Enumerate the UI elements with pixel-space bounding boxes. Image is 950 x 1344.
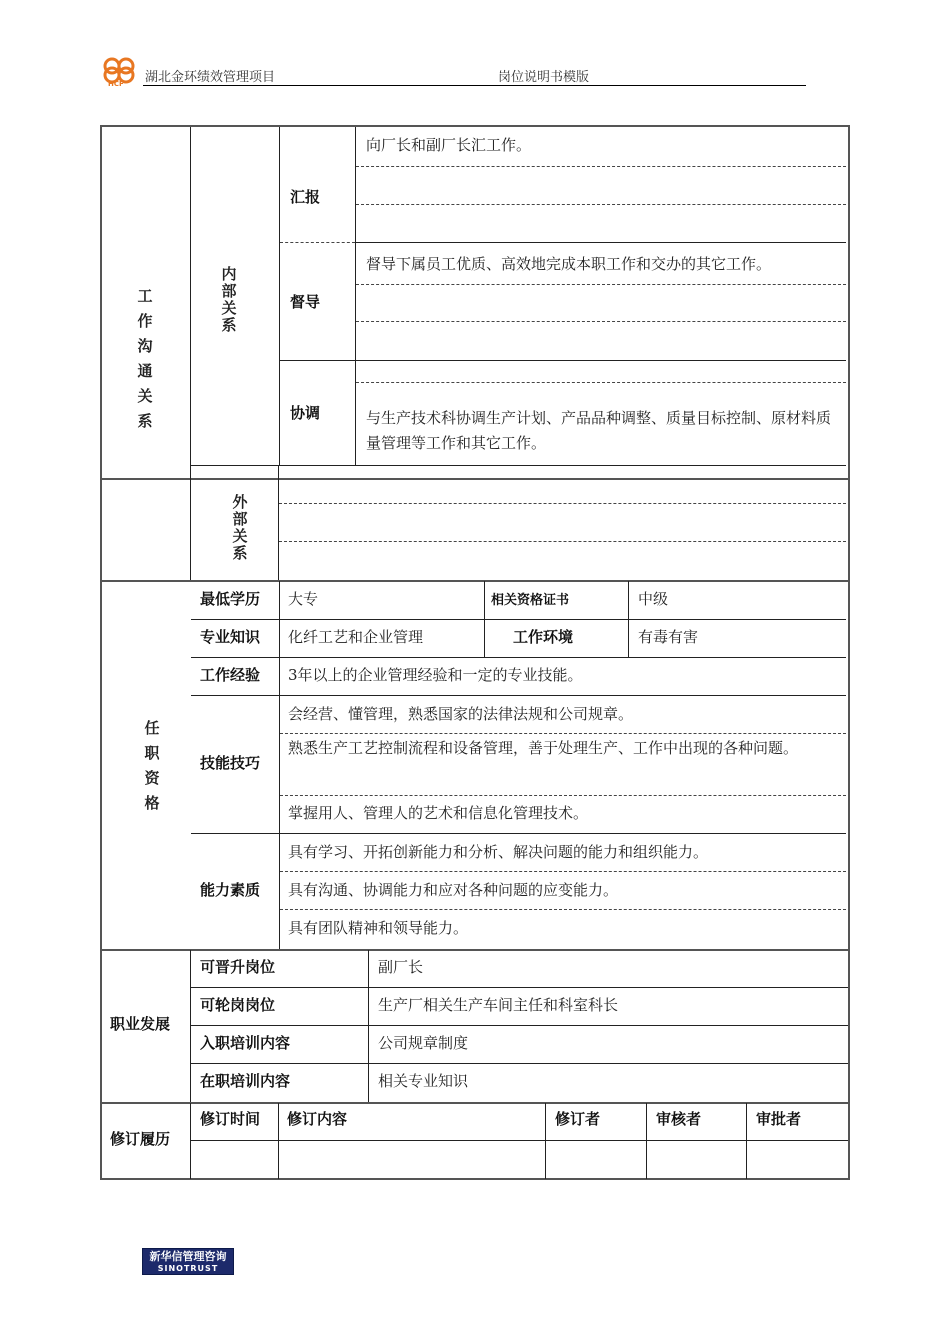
career-row-value: 副厂长 xyxy=(378,958,424,976)
revision-header: 修订者 xyxy=(555,1110,601,1128)
ability-label: 能力素质 xyxy=(200,881,261,899)
ability-item: 具有学习、开拓创新能力和分析、解决问题的能力和组织能力。 xyxy=(288,843,709,861)
supervise-text: 督导下属员工优质、高效地完成本职工作和交办的其它工作。 xyxy=(366,255,772,273)
skill-item: 掌握用人、管理人的艺术和信息化管理技术。 xyxy=(288,804,589,822)
ability-item: 具有沟通、协调能力和应对各种问题的应变能力。 xyxy=(288,881,619,899)
environment-label: 工作环境 xyxy=(513,628,574,646)
sinotrust-logo-en: SINOTRUST xyxy=(157,1264,219,1273)
company-logo xyxy=(101,55,137,89)
career-row-value: 生产厂相关生产车间主任和科室科长 xyxy=(378,996,619,1014)
career-row-label: 可晋升岗位 xyxy=(200,958,276,976)
logo-text: HCF xyxy=(108,80,124,88)
ability-item: 具有团队精神和领导能力。 xyxy=(288,919,469,937)
revision-header: 审核者 xyxy=(656,1110,702,1128)
skill-item: 熟悉生产工艺控制流程和设备管理，善于处理生产、工作中出现的各种问题。 xyxy=(288,739,799,757)
external-relations-label: 外部关系 xyxy=(232,493,248,562)
coordinate-label: 协调 xyxy=(290,404,321,422)
revision-header: 修订内容 xyxy=(287,1110,348,1128)
sinotrust-logo xyxy=(142,1248,234,1275)
knowledge-label: 专业知识 xyxy=(200,628,261,646)
experience-label: 工作经验 xyxy=(200,666,261,684)
career-row-label: 入职培训内容 xyxy=(200,1034,291,1052)
sinotrust-logo-cn: 新华信管理咨询 xyxy=(149,1250,227,1263)
header-rule xyxy=(143,85,806,86)
report-label: 汇报 xyxy=(290,188,321,206)
knowledge-value: 化纤工艺和企业管理 xyxy=(288,628,424,646)
education-value: 大专 xyxy=(288,590,319,608)
environment-value: 有毒有害 xyxy=(638,628,699,646)
education-label: 最低学历 xyxy=(200,590,261,608)
certificate-value: 中级 xyxy=(638,590,669,608)
document-title: 岗位说明书模版 xyxy=(498,70,590,85)
career-row-label: 在职培训内容 xyxy=(200,1072,291,1090)
project-title: 湖北金环绩效管理项目 xyxy=(145,70,276,85)
qualification-section-label: 任职资格 xyxy=(144,719,160,812)
revision-header: 审批者 xyxy=(756,1110,802,1128)
internal-relations-label: 内部关系 xyxy=(221,265,237,334)
report-text: 向厂长和副厂长汇工作。 xyxy=(366,136,532,154)
skill-item: 会经营、懂管理，熟悉国家的法律法规和公司规章。 xyxy=(288,705,634,723)
career-row-value: 公司规章制度 xyxy=(378,1034,469,1052)
career-row-value: 相关专业知识 xyxy=(378,1072,469,1090)
skills-label: 技能技巧 xyxy=(200,754,261,772)
coordinate-text: 与生产技术科协调生产计划、产品品种调整、质量目标控制、原材料质量管理等工作和其它工作。 xyxy=(366,409,832,452)
revision-section-label: 修订履历 xyxy=(110,1130,171,1148)
experience-value: 3年以上的企业管理经验和一定的专业技能。 xyxy=(288,666,583,684)
career-section-label: 职业发展 xyxy=(110,1015,171,1033)
certificate-label: 相关资格证书 xyxy=(491,593,570,608)
career-row-label: 可轮岗岗位 xyxy=(200,996,276,1014)
revision-header: 修订时间 xyxy=(200,1110,261,1128)
supervise-label: 督导 xyxy=(290,293,321,311)
communication-section-label: 工作沟通关系 xyxy=(137,287,153,430)
